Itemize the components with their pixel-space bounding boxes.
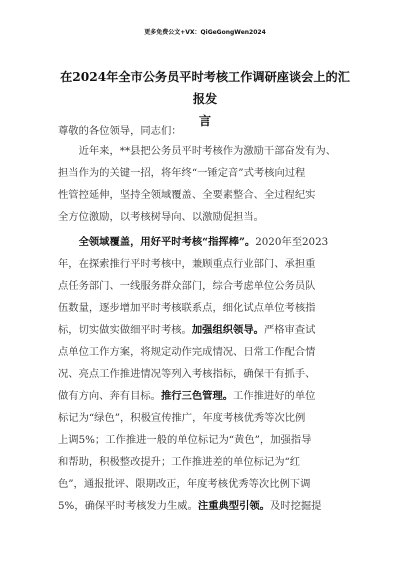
paragraph-line: 5%，确保平时考核发力生威。注重典型引领。及时挖掘提 bbox=[58, 500, 322, 512]
title-line-2: 言 bbox=[198, 114, 212, 128]
section-heading: 全领域覆盖，用好平时考核“指挥棒”。 bbox=[58, 236, 256, 248]
paragraph-line: 担当作为的关键一招，将年终“一锤定音”式考核向过程 bbox=[58, 167, 306, 179]
paragraph-coverage bbox=[58, 231, 358, 517]
paragraph-line: 况、亮点工作推进情况等列入考核指标，确保干有抓手、 bbox=[58, 368, 316, 380]
paragraph-line: 年，在探索推行平时考核中，兼顾重点行业部门、承担重 bbox=[58, 258, 316, 270]
page-header: 更多免费公文+VX：QiGeGongWen2024 bbox=[144, 29, 266, 36]
paragraph-line: 点任务部门、一线服务群众部门，综合考虑单位公务员队 bbox=[58, 280, 316, 292]
paragraph-line: 点单位工作方案，将规定动作完成情况、日常工作配合情 bbox=[58, 346, 316, 358]
paragraph-line: 标，切实做实做细平时考核。加强组织领导。严格审查试 bbox=[58, 324, 316, 336]
subheading: 推行三色管理。 bbox=[160, 390, 234, 402]
paragraph-line: 色”，通报批评、限期改正，年度考核优秀等次比例下调 bbox=[58, 478, 311, 490]
paragraph-line: 近年来，**县把公务员平时考核作为激励干部奋发有为、 bbox=[58, 145, 337, 157]
paragraph-line: 做有方向、奔有目标。推行三色管理。工作推进好的单位 bbox=[58, 390, 316, 402]
title-line-1: 在2024年全市公务员平时考核工作调研座谈会上的汇报发 bbox=[60, 70, 350, 106]
paragraph-line: 全领域覆盖，用好平时考核“指挥棒”。2020年至2023 bbox=[58, 236, 329, 248]
greeting: 尊敬的各位领导，同志们： bbox=[58, 125, 182, 137]
paragraph-intro bbox=[58, 140, 358, 228]
paragraph-line: 和帮助，积极整改提升；工作推进差的单位标记为“红 bbox=[58, 456, 301, 468]
paragraph-line: 伍数量，逐步增加平时考核联系点，细化试点单位考核指 bbox=[58, 302, 316, 314]
paragraph-line: 性管控延伸，坚持全领域覆盖、全要素整合、全过程纪实 bbox=[58, 189, 316, 201]
subheading: 加强组织领导。 bbox=[191, 324, 264, 336]
subheading: 注重典型引领。 bbox=[197, 500, 270, 512]
paragraph-line: 标记为“绿色”，积极宣传推广，年度考核优秀等次比例 bbox=[58, 412, 306, 424]
paragraph-line: 全方位激励，以考核树导向、以激励促担当。 bbox=[58, 211, 264, 223]
paragraph-line: 上调5%；工作推进一般的单位标记为“黄色”，加强指导 bbox=[58, 434, 312, 446]
